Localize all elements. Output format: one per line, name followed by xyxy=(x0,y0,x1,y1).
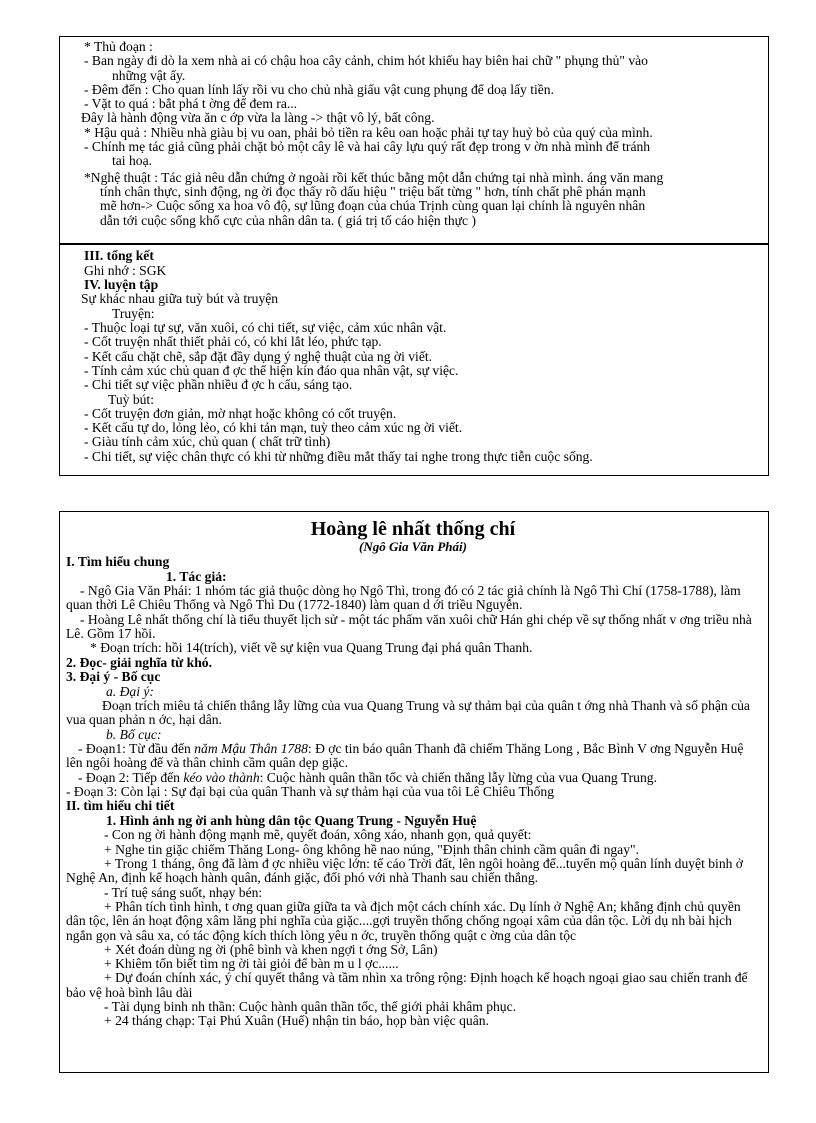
paragraph: * Đoạn trích: hồi 14(trích), viết về sự kiện vua Quang Trung đại phá quân Thanh. xyxy=(90,641,533,656)
doan-2: - Đoạn 2: Tiếp đến kéo vào thành: Cuộc hành quân thần tốc và chiến thắng lẫy lừng của vua Quang Trung. xyxy=(78,770,657,785)
paragraph: - Tài dụng binh nh thần: Cuộc hành quân thần tốc, thế giới phải khâm phục. xyxy=(104,999,517,1014)
text-line: * Thủ đoạn : xyxy=(84,40,153,54)
tuy-but-label: Tuỳ bút: xyxy=(108,392,154,407)
paragraph: - Trí tuệ sáng suốt, nhạy bén: xyxy=(104,885,263,900)
text-line: tính chân thực, sinh động, ng ời đọc thấy rõ dấu hiệu " triệu bất từng " hơn, tính chất phê phán mạnh xyxy=(100,184,646,199)
list-item: - Cốt truyện đơn giản, mờ nhạt hoặc không có cốt truyện. xyxy=(84,406,397,421)
section-heading-luyen-tap: IV. luyện tập xyxy=(84,276,159,292)
text-line: - Ban ngày đi dò la xem nhà ai có chậu hoa cây cảnh, chim hót khiếu hay biên hai chữ " phụng thủ" vào xyxy=(84,54,648,69)
paragraph: + Trong 1 tháng, ông đã làm đ ợc nhiều việc lớn: tế cáo Trời đất, lên ngôi hoàng đế...tuyển mộ quân lính duyệt binh ở Nghệ An, định kế hoạch hành quân, đánh giặc, đối phó với nhà Thanh sau chiến thắng. xyxy=(66,857,743,886)
paragraph: + Xét đoán dùng ng ời (phê bình và khen ngợi t ớng Sở, Lân) xyxy=(104,942,438,957)
dai-y-label: a. Đại ý: xyxy=(106,684,154,699)
list-item: - Chi tiết, sự việc chân thực có khi từ những điều mắt thấy tai nghe trong thực tiễn cuộc sống. xyxy=(84,449,593,464)
text-line: - Chính mẹ tác giả cũng phải chặt bỏ một cây lê và hai cây lựu quý rất đẹp trong v ờn nhà mình để tránh xyxy=(84,140,651,155)
paragraph: + Nghe tin giặc chiếm Thăng Long- ông không hề nao núng, "Định thân chinh cầm quân đi ngay". xyxy=(104,842,639,857)
text-line: mẽ hơn-> Cuộc sống xa hoa vô độ, sự lũng đoạn của chúa Trịnh cùng quan lại chính là nguyên nhân xyxy=(100,199,646,214)
list-item: - Cốt truyện nhất thiết phải có, có khi lắt léo, phức tạp. xyxy=(84,335,382,350)
ghi-nho-text: Ghi nhớ : SGK xyxy=(84,263,167,278)
text-line: những vật ấy. xyxy=(112,68,186,83)
comparison-intro: Sự khác nhau giữa tuỳ bút và truyện xyxy=(81,292,279,307)
doan-1: - Đoạn1: Từ đầu đến năm Mậu Thân 1788: Đ ợc tin báo quân Thanh đã chiếm Thăng Long , Bắc Bình V ơng Nguyễn Huệ lên ngôi hoàng đế và thân chinh cầm quân dẹp giặc. xyxy=(66,742,744,771)
paragraph: - Ngô Gia Văn Phái: 1 nhóm tác giả thuộc dòng họ Ngô Thì, trong đó có 2 tác giả chính là Ngô Thì Chí (1758-1788), làm quan thời Lê Chiêu Thống và Ngô Thì Du (1772-1840) làm quan d ới triều Nguyễn. xyxy=(66,584,741,613)
text-line: * Hậu quả : Nhiều nhà giàu bị vu oan, phải bỏ tiền ra kêu oan hoặc phải tự tay huỷ bỏ của quý của mình. xyxy=(84,125,653,140)
lesson-author: (Ngô Gia Văn Phái) xyxy=(359,539,467,554)
content-box-tong-ket xyxy=(59,244,769,476)
content-box-hoang-le xyxy=(59,511,769,1073)
list-item: - Kết cấu tự do, lỏng lẻo, có khi tản mạn, tuỳ theo cảm xúc ng ời viết. xyxy=(84,421,463,436)
text-line: - Vặt to quá : bắt phá t ờng để đem ra... xyxy=(84,97,298,112)
paragraph: + Khiêm tốn biết tìm ng ời tài giỏi để bàn m u l ợc...... xyxy=(104,957,399,972)
list-item: - Giàu tính cảm xúc, chủ quan ( chất trữ tình) xyxy=(84,435,331,450)
subsection-heading-tac-gia: 1. Tác giả: xyxy=(166,568,227,584)
subsection-heading-quang-trung: 1. Hình ảnh ng ời anh hùng dân tộc Quang Trung - Nguyễn Huệ xyxy=(106,812,477,828)
section-heading-dai-y: 3. Đại ý - Bố cục xyxy=(66,669,161,685)
bo-cuc-label: b. Bố cục: xyxy=(106,727,162,742)
lesson-title: Hoàng lê nhất thống chí xyxy=(310,518,516,540)
paragraph: + 24 tháng chạp: Tại Phú Xuân (Huế) nhận tin báo, họp bàn việc quân. xyxy=(104,1014,489,1029)
section-heading-tim-hieu-chung: I. Tìm hiểu chung xyxy=(66,554,170,569)
section-heading-doc: 2. Đọc- giải nghĩa từ khó. xyxy=(66,654,213,670)
content-box-thu-doan xyxy=(59,36,769,244)
list-item: - Tính cảm xúc chủ quan đ ợc thể hiện kín đáo qua nhân vật, sự việc. xyxy=(84,363,459,378)
paragraph: + Dự đoán chính xác, ý chí quyết thắng và tầm nhìn xa trông rộng: Định hoạch kế hoạch ngoại giao sau chiến tranh để bảo vệ hoà bình lâu dài xyxy=(66,971,748,1000)
text-line: tai hoạ. xyxy=(112,154,153,169)
truyen-label: Truyện: xyxy=(112,306,155,321)
text-line: *Nghệ thuật : Tác giả nêu dẫn chứng ở ngoài rồi kết thúc bằng một dẫn chứng tại nhà mình. áng văn mang xyxy=(84,170,664,185)
text-line: dẫn tới cuộc sống khổ cực của nhân dân ta. ( giá trị tố cáo hiện thực ) xyxy=(100,213,476,228)
paragraph: Đoạn trích miêu tả chiến thắng lẫy lững của vua Quang Trung và sự thảm bại của quân t ớng nhà Thanh và số phận của vua quan phản n ớc, hại dân. xyxy=(66,699,750,728)
list-item: - Thuộc loại tự sự, văn xuôi, có chi tiết, sự việc, cảm xúc nhân vật. xyxy=(84,321,447,336)
list-item: - Chi tiết sự việc phần nhiều đ ợc h cấu, sáng tạo. xyxy=(84,378,353,393)
section-heading-chi-tiet: II. tìm hiểu chi tiết xyxy=(66,798,175,814)
section-heading-tong-ket: III. tổng kết xyxy=(84,248,154,263)
text-line: - Đêm đến : Cho quan lính lấy rồi vu cho chủ nhà giấu vật cung phụng để doạ lấy tiền. xyxy=(84,82,555,97)
text-line: Đây là hành động vừa ăn c ớp vừa la làng -> thật vô lý, bất công. xyxy=(81,111,435,126)
paragraph: - Con ng ời hành động mạnh mẽ, quyết đoán, xông xáo, nhanh gọn, quả quyết: xyxy=(104,828,532,843)
list-item: - Kết cấu chặt chẽ, sắp đặt đầy dụng ý nghệ thuật của ng ời viết. xyxy=(84,349,433,364)
doan-3: - Đoạn 3: Còn lại : Sự đại bại của quân Thanh và sự thảm hại của vua tôi Lê Chiêu Thống xyxy=(66,784,555,799)
paragraph: - Hoàng Lê nhất thống chí là tiểu thuyết lịch sử - một tác phẩm văn xuôi chữ Hán ghi chép về sự thống nhất v ơng triều nhà Lê. Gồm 17 hồi. xyxy=(66,612,752,642)
paragraph: + Phân tích tình hình, t ơng quan giữa giữa ta và địch một cách chính xác. Dụ lính ở Nghệ An; khẳng định chủ quyền dân tộc, lên án hoạt động xâm lăng phi nghĩa của giặc....gợi truyền thống chống ngoại xâm của dân tộc. Lời dụ nh bài hịch ngắn gọn và sâu xa, có tác động kích thích lòng yêu n ớc, truyền thống quật c ờng của dân tộc xyxy=(66,899,741,943)
